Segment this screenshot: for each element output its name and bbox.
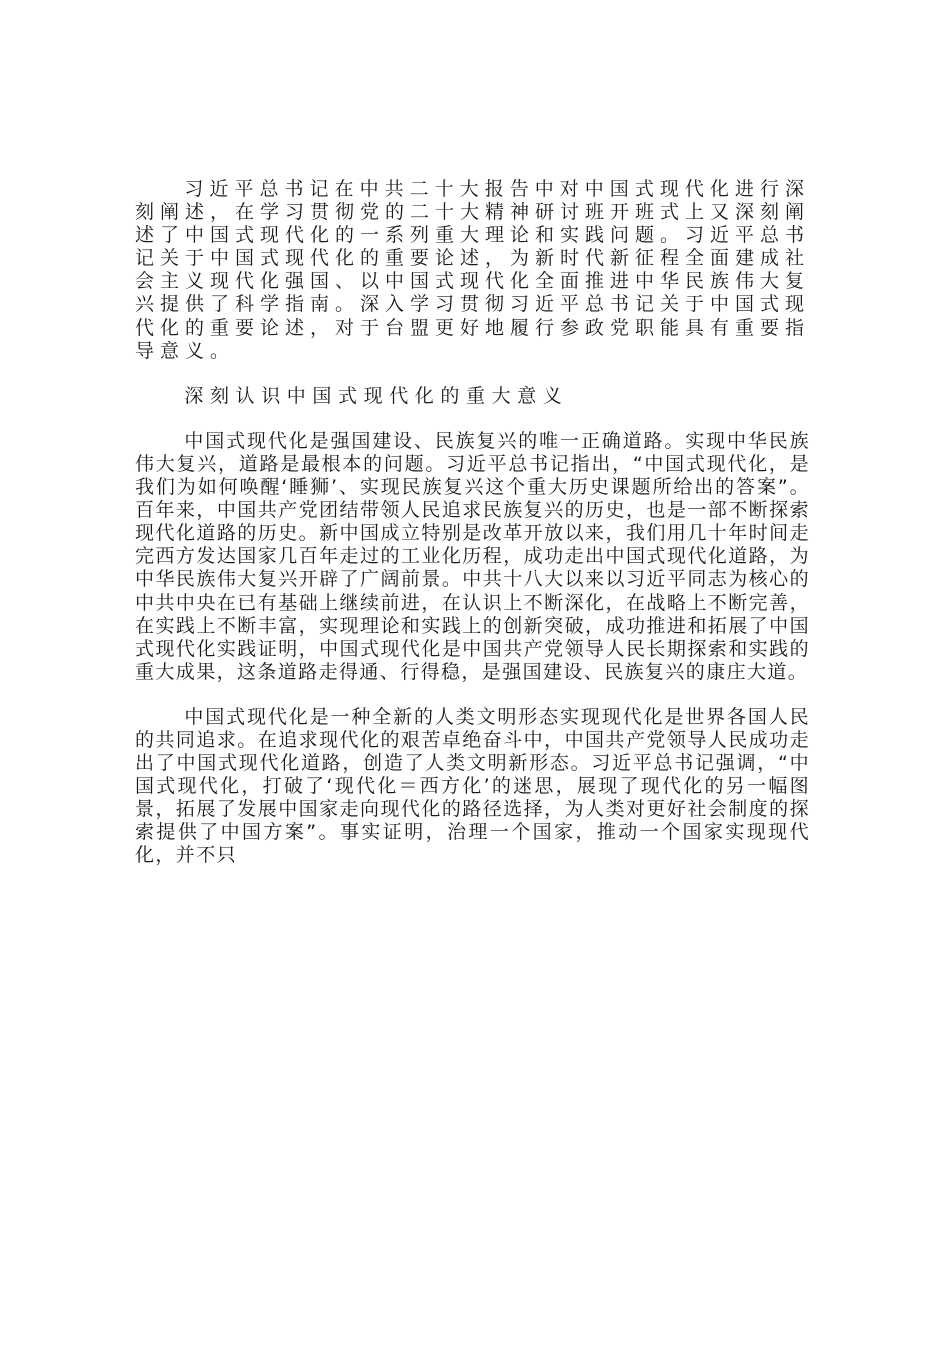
body-paragraph: 中国式现代化是强国建设、民族复兴的唯一正确道路。实现中华民族伟大复兴，道路是最根本的问题。习近平总书记指出，“中国式现代化，是我们为如何唤醒‘睡狮’、实现民族复兴这个重大历史课题所给出的答案”。百年来，中国共产党团结带领人民追求民族复兴的历史，也是一部不断探索现代化道路的历史。新中国成立特别是改革开放以来，我们用几十年时间走完西方发达国家几百年走过的工业化历程，成功走出中国式现代化道路，为中华民族伟大复兴开辟了广阔前景。中共十八大以来以习近平同志为核心的中共中央在已有基础上继续前进，在认识上不断深化，在战略上不断完善，在实践上不断丰富，实现理论和实践上的创新突破，成功推进和拓展了中国式现代化实践证明，中国式现代化是中国共产党领导人民长期探索和实践的重大成果，这条道路走得通、行得稳，是强国建设、民族复兴的康庄大道。 (135, 429, 810, 683)
body-paragraph: 中国式现代化是一种全新的人类文明形态实现现代化是世界各国人民的共同追求。在追求现代化的艰苦卓绝奋斗中，中国共产党领导人民成功走出了中国式现代化道路，创造了人类文明新形态。习近平总书记强调，“中国式现代化，打破了‘现代化＝西方化’的迷思，展现了现代化的另一幅图景，拓展了发展中国家走向现代化的路径选择，为人类对更好社会制度的探索提供了中国方案”。事实证明，治理一个国家，推动一个国家实现现代化，并不只 (135, 705, 810, 867)
intro-paragraph: 习近平总书记在中共二十大报告中对中国式现代化进行深刻阐述，在学习贯彻党的二十大精神研讨班开班式上又深刻阐述了中国式现代化的一系列重大理论和实践问题。习近平总书记关于中国式现代化的重要论述，为新时代新征程全面建成社会主义现代化强国、以中国式现代化全面推进中华民族伟大复兴提供了科学指南。深入学习贯彻习近平总书记关于中国式现代化的重要论述，对于台盟更好地履行参政党职能具有重要指导意义。 (135, 178, 811, 362)
document-body (135, 178, 810, 868)
section-heading: 深刻认识中国式现代化的重大意义 (184, 384, 569, 407)
paragraph-gap (135, 684, 810, 706)
paragraph-gap (135, 408, 810, 430)
paragraph-gap (135, 363, 810, 385)
